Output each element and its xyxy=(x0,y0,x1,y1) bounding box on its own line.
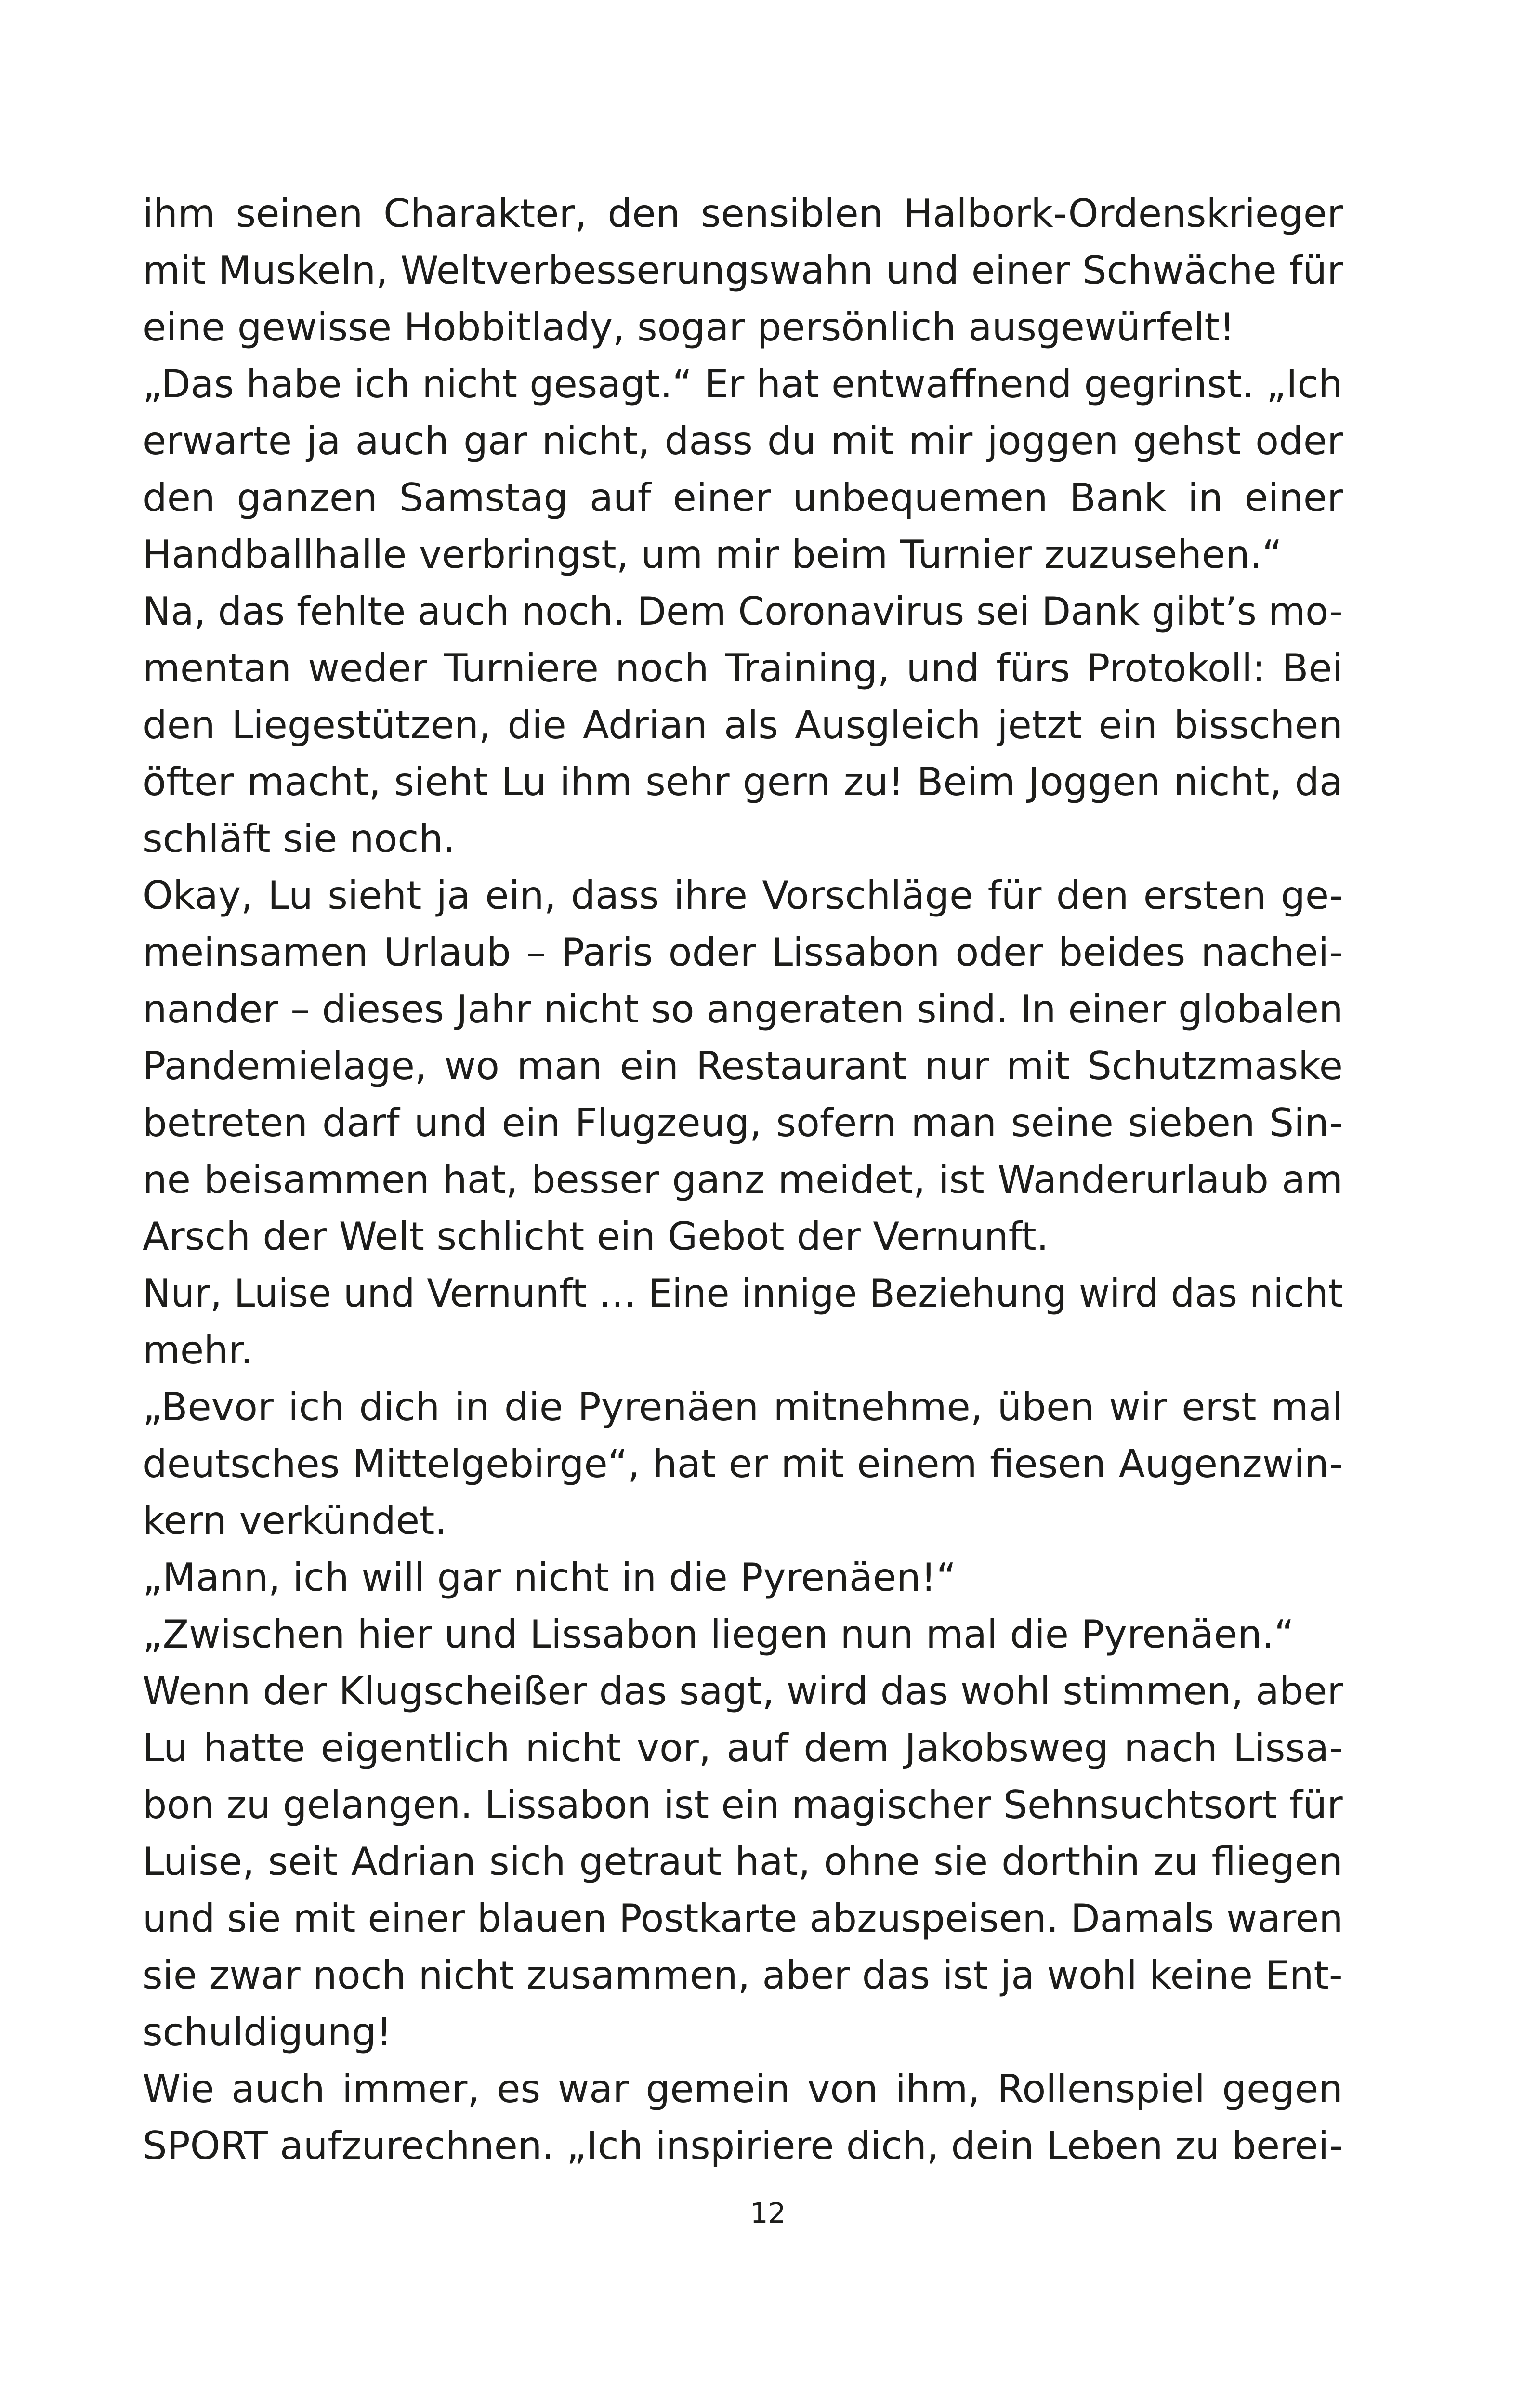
text-line: und sie mit einer blauen Postkarte abzuspeisen. Damals waren xyxy=(143,1896,1343,1941)
text-line: ihm seinen Charakter, den sensiblen Halbork-Ordenskrieger xyxy=(143,191,1343,236)
text-line: betreten darf und ein Flugzeug, sofern man seine sieben Sin- xyxy=(143,1100,1343,1145)
text-line: öfter macht, sieht Lu ihm sehr gern zu! Beim Joggen nicht, da xyxy=(143,759,1343,804)
text-line: Okay, Lu sieht ja ein, dass ihre Vorschläge für den ersten ge- xyxy=(143,873,1343,918)
text-line: Wenn der Klugscheißer das sagt, wird das wohl stimmen, aber xyxy=(143,1669,1343,1714)
text-line: eine gewisse Hobbitlady, sogar persönlich ausgewürfelt! xyxy=(143,305,1235,350)
text-line: kern verkündet. xyxy=(143,1498,447,1543)
text-line: „Zwischen hier und Lissabon liegen nun mal die Pyrenäen.“ xyxy=(143,1612,1294,1657)
text-line: Pandemielage, wo man ein Restaurant nur mit Schutzmaske xyxy=(143,1044,1343,1088)
text-line: Lu hatte eigentlich nicht vor, auf dem Jakobsweg nach Lissa- xyxy=(143,1726,1343,1770)
text-line: Wie auch immer, es war gemein von ihm, Rollenspiel gegen xyxy=(143,2067,1343,2111)
text-line: Luise, seit Adrian sich getraut hat, ohne sie dorthin zu fliegen xyxy=(143,1839,1343,1884)
text-line: „Mann, ich will gar nicht in die Pyrenäen!“ xyxy=(143,1555,957,1600)
text-line: deutsches Mittelgebirge“, hat er mit einem fiesen Augenzwin- xyxy=(143,1441,1343,1486)
text-line: bon zu gelangen. Lissabon ist ein magischer Sehnsuchtsort für xyxy=(143,1782,1343,1827)
text-line: „Das habe ich nicht gesagt.“ Er hat entwaffnend gegrinst. „Ich xyxy=(143,362,1343,406)
body-text xyxy=(143,185,1343,2174)
text-line: Nur, Luise und Vernunft … Eine innige Beziehung wird das nicht xyxy=(143,1271,1343,1316)
text-line: schuldigung! xyxy=(143,2010,392,2055)
text-line: Na, das fehlte auch noch. Dem Coronavirus sei Dank gibt’s mo- xyxy=(143,589,1343,634)
text-line: „Bevor ich dich in die Pyrenäen mitnehme, üben wir erst mal xyxy=(143,1385,1343,1429)
page-number: 12 xyxy=(750,2197,786,2229)
text-line: Handballhalle verbringst, um mir beim Turnier zuzusehen.“ xyxy=(143,532,1282,577)
text-line: mentan weder Turniere noch Training, und fürs Protokoll: Bei xyxy=(143,646,1343,691)
text-line: sie zwar noch nicht zusammen, aber das ist ja wohl keine Ent- xyxy=(143,1953,1343,1998)
text-line: den ganzen Samstag auf einer unbequemen Bank in einer xyxy=(143,475,1343,520)
text-line: SPORT aufzurechnen. „Ich inspiriere dich, dein Leben zu berei- xyxy=(143,2123,1343,2168)
text-line: Arsch der Welt schlicht ein Gebot der Vernunft. xyxy=(143,1214,1049,1259)
text-line: erwarte ja auch gar nicht, dass du mit mir joggen gehst oder xyxy=(143,419,1343,463)
text-line: schläft sie noch. xyxy=(143,816,456,861)
text-line: meinsamen Urlaub – Paris oder Lissabon oder beides nachei- xyxy=(143,930,1343,975)
text-line: ne beisammen hat, besser ganz meidet, ist Wanderurlaub am xyxy=(143,1157,1343,1202)
text-line: mit Muskeln, Weltverbesserungswahn und einer Schwäche für xyxy=(143,248,1343,293)
text-line: nander – dieses Jahr nicht so angeraten sind. In einer globalen xyxy=(143,987,1343,1032)
text-line: mehr. xyxy=(143,1328,253,1373)
text-line: den Liegestützen, die Adrian als Ausgleich jetzt ein bisschen xyxy=(143,703,1343,747)
